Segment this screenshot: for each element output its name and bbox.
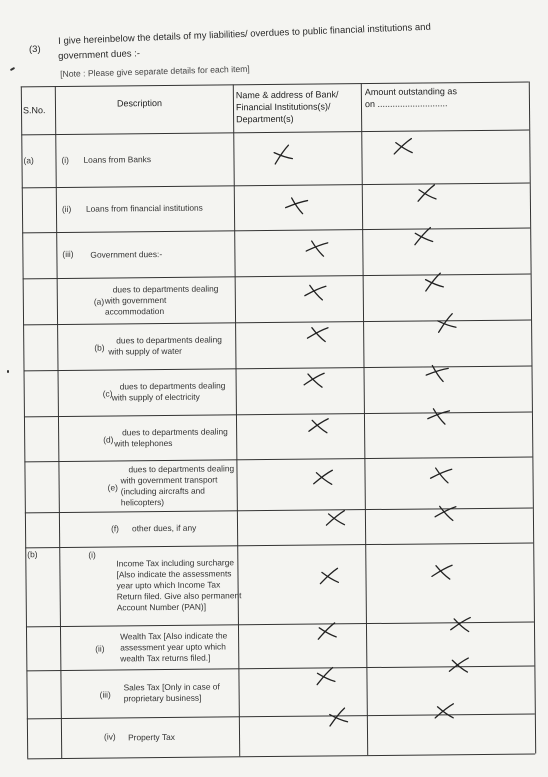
handwritten-cross-icon — [314, 621, 340, 641]
row-description-line: year upto which Income Tax — [116, 579, 221, 591]
row-sub-number: (i) — [88, 549, 96, 560]
row-sub-number: (e) — [107, 481, 118, 493]
col-header-amount-line2: on ............................ — [364, 98, 448, 110]
table-rule-horizontal — [21, 129, 529, 135]
handwritten-cross-icon — [414, 183, 440, 203]
row-description-line: with government — [104, 294, 167, 306]
declaration-text-line2: government dues :- — [58, 48, 141, 62]
row-description-line: Government dues:- — [90, 248, 163, 260]
row-sub-number: (iii) — [62, 248, 74, 259]
handwritten-cross-icon — [312, 666, 338, 686]
row-description-line: Sales Tax [Only in case of — [123, 681, 220, 693]
handwritten-cross-icon — [269, 145, 295, 165]
row-description-line: wealth Tax returns filed.] — [120, 652, 211, 663]
table-rule-vertical — [529, 81, 536, 753]
row-description-line: Return filed. Give also permanent — [116, 590, 242, 602]
row-description-line: (including aircrafts and — [120, 485, 205, 497]
row-description-line: dues to departments dealing — [122, 425, 228, 437]
row-description-line: Loans from Banks — [83, 154, 152, 165]
row-sub-number: (b) — [94, 342, 105, 353]
row-sub-number: (a) — [93, 296, 105, 307]
handwritten-cross-icon — [446, 655, 472, 675]
row-description-line: with supply of electricity — [111, 391, 200, 403]
table-rule-horizontal — [23, 273, 531, 279]
table-rule-horizontal — [24, 411, 532, 417]
row-description-line: helicopters) — [120, 497, 165, 508]
table-rule-horizontal — [22, 227, 530, 233]
handwritten-cross-icon — [410, 226, 436, 246]
handwritten-cross-icon — [302, 369, 328, 389]
handwritten-cross-icon — [433, 502, 459, 522]
row-sub-number: (iv) — [103, 731, 116, 742]
item-number: (3) — [29, 44, 41, 55]
handwritten-cross-icon — [421, 272, 447, 292]
col-header-name-line3: Department(s) — [236, 113, 294, 125]
handwritten-cross-icon — [390, 137, 416, 157]
handwritten-cross-icon — [310, 467, 336, 487]
row-sub-number: (ii) — [95, 643, 105, 654]
handwritten-cross-icon — [432, 701, 458, 721]
handwritten-cross-icon — [284, 195, 310, 215]
row-description-line: Account Number (PAN)] — [116, 601, 207, 613]
row-sub-number: (iii) — [99, 689, 111, 700]
col-header-description: Description — [116, 98, 163, 109]
row-description-line: Loans from financial institutions — [85, 202, 203, 214]
table-rule-horizontal — [24, 456, 532, 462]
handwritten-cross-icon — [304, 237, 330, 257]
handwritten-cross-icon — [426, 405, 452, 425]
table-rule-horizontal — [27, 713, 535, 719]
col-header-amount-line1: Amount outstanding as — [364, 86, 457, 98]
row-description-line: assessment year upto which — [120, 640, 226, 652]
row-description-line: with supply of water — [108, 345, 182, 357]
row-sub-number: (f) — [110, 522, 119, 534]
row-sub-number: (i) — [61, 154, 69, 165]
table-rule-horizontal — [27, 753, 535, 759]
declaration-text-line1: I give hereinbelow the details of my liabilities/ overdues to public financial institutions and — [58, 21, 431, 47]
handwritten-cross-icon — [305, 323, 331, 343]
handwritten-cross-icon — [448, 614, 474, 634]
row-description-line: with telephones — [114, 437, 173, 448]
col-header-name-line1: Name & address of Bank/ — [235, 89, 339, 101]
handwritten-cross-icon — [325, 707, 351, 727]
row-description-line: Property Tax — [127, 731, 175, 742]
row-sub-number: (d) — [103, 434, 114, 445]
row-sub-number: (c) — [102, 388, 113, 399]
handwritten-cross-icon — [323, 508, 349, 528]
row-description-line: dues to departments dealing — [128, 463, 235, 475]
col-header-name-line2: Financial Institutions(s)/ — [235, 101, 331, 113]
row-description-line: with government transport — [120, 474, 218, 486]
handwritten-cross-icon — [428, 464, 454, 484]
table-rule-horizontal — [24, 365, 532, 371]
handwritten-cross-icon — [306, 415, 332, 435]
handwritten-cross-icon — [433, 313, 459, 333]
handwritten-cross-icon — [424, 362, 450, 382]
note-text: [Note : Please give separate details for each item] — [60, 63, 250, 79]
handwritten-cross-icon — [429, 561, 455, 581]
row-description-line: other dues, if any — [131, 522, 197, 534]
table-rule-horizontal — [22, 182, 530, 188]
handwritten-cross-icon — [303, 281, 329, 301]
row-description-line: dues to departments dealing — [112, 282, 219, 295]
row-description-line: Wealth Tax [Also indicate the — [120, 629, 228, 641]
row-description-line: dues to departments dealing — [119, 380, 226, 392]
table-rule-horizontal — [25, 542, 533, 548]
row-sno: (b) — [27, 549, 38, 560]
row-sno: (a) — [23, 154, 34, 165]
row-description-line: accommodation — [104, 305, 165, 317]
col-header-sno: S.No. — [22, 105, 46, 116]
row-description-line: Income Tax including surcharge — [116, 557, 235, 569]
row-description-line: [Also indicate the assessments — [116, 568, 232, 580]
row-sub-number: (ii) — [61, 203, 72, 214]
handwritten-cross-icon — [316, 566, 342, 586]
row-description-line: proprietary business] — [123, 692, 202, 704]
row-description-line: dues to departments dealing — [116, 334, 222, 346]
